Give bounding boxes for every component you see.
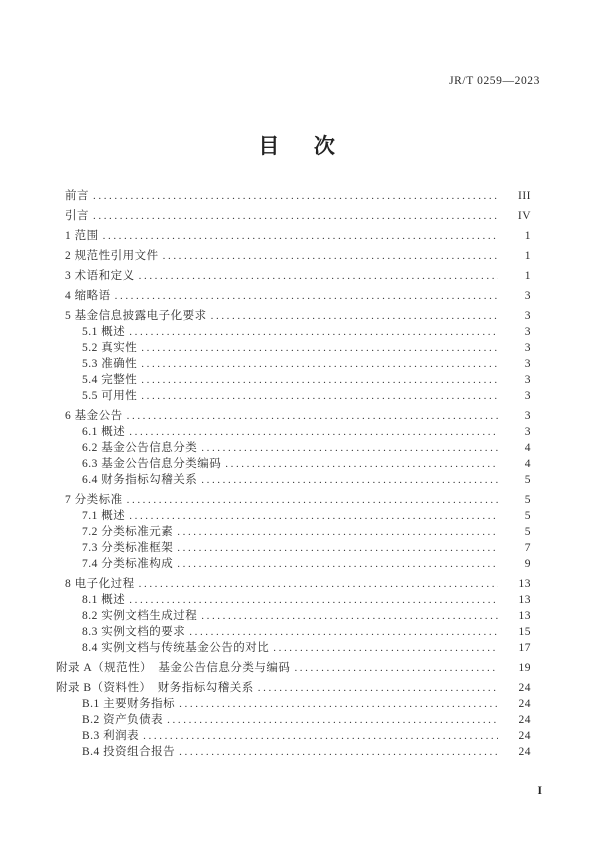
toc-entry bbox=[82, 592, 531, 608]
toc-entry-label: B.3 利润表 bbox=[82, 730, 140, 742]
toc-entry-page: 24 bbox=[518, 698, 531, 710]
toc-dot-leader bbox=[201, 608, 498, 624]
toc-entry-label: 1 范围 bbox=[65, 230, 99, 242]
toc-dot-leader bbox=[141, 388, 498, 404]
toc-entry bbox=[82, 508, 531, 524]
toc-entry-page: 4 bbox=[524, 442, 531, 454]
toc-entry-page: 13 bbox=[518, 578, 531, 590]
toc-entry bbox=[65, 288, 531, 304]
toc-entry-page: 3 bbox=[524, 342, 531, 354]
toc-dot-leader bbox=[115, 288, 498, 304]
toc-entry bbox=[82, 340, 531, 356]
toc-entry-label: 8.3 实例文档的要求 bbox=[82, 626, 186, 638]
toc-entry-page: 3 bbox=[524, 426, 531, 438]
toc-entry-label: 附录 A（规范性） 基金公告信息分类与编码 bbox=[56, 662, 291, 674]
toc-entry-page: 4 bbox=[524, 458, 531, 470]
toc-entry-label: 4 缩略语 bbox=[65, 290, 111, 302]
toc-entry-page: 3 bbox=[524, 310, 531, 322]
toc-entry-label: 7.1 概述 bbox=[82, 510, 126, 522]
toc-entry-label: 6.4 财务指标勾稽关系 bbox=[82, 474, 198, 486]
toc-dot-leader bbox=[127, 492, 498, 508]
toc-entry bbox=[82, 540, 531, 556]
toc-entry-page: 3 bbox=[524, 326, 531, 338]
toc-entry-label: 5.1 概述 bbox=[82, 326, 126, 338]
toc-entry bbox=[65, 308, 531, 324]
toc-entry-page: 3 bbox=[524, 374, 531, 386]
toc-dot-leader bbox=[129, 324, 498, 340]
toc-entry-page: 3 bbox=[524, 410, 531, 422]
toc-entry bbox=[65, 228, 531, 244]
toc-dot-leader bbox=[167, 712, 498, 728]
toc-dot-leader bbox=[129, 424, 498, 440]
toc-entry-label: B.4 投资组合报告 bbox=[82, 746, 176, 758]
toc-entry-label: 7 分类标准 bbox=[65, 494, 123, 506]
toc-dot-leader bbox=[294, 660, 498, 676]
toc-entry bbox=[65, 208, 531, 224]
toc-entry-page: 24 bbox=[518, 682, 531, 694]
toc-entry bbox=[82, 372, 531, 388]
toc-entry bbox=[82, 472, 531, 488]
toc-entry bbox=[82, 624, 531, 640]
toc-entry-page: 17 bbox=[518, 642, 531, 654]
toc-entry bbox=[65, 268, 531, 284]
toc-entry-page: 24 bbox=[518, 714, 531, 726]
toc-dot-leader bbox=[177, 540, 498, 556]
toc-dot-leader bbox=[129, 592, 498, 608]
toc-entry-page: 13 bbox=[518, 610, 531, 622]
toc-dot-leader bbox=[141, 340, 498, 356]
page-title: 目 次 bbox=[258, 134, 342, 158]
toc-entry-page: 15 bbox=[518, 626, 531, 638]
toc-entry-label: 8.2 实例文档生成过程 bbox=[82, 610, 198, 622]
toc-entry-page: 5 bbox=[524, 510, 531, 522]
toc-dot-leader bbox=[211, 308, 498, 324]
toc-entry-label: 5 基金信息披露电子化要求 bbox=[65, 310, 207, 322]
toc-dot-leader bbox=[141, 372, 498, 388]
toc-entry-label: 引言 bbox=[65, 210, 89, 222]
toc-dot-leader bbox=[201, 472, 498, 488]
toc-entry-page: 5 bbox=[524, 474, 531, 486]
toc-list bbox=[56, 184, 531, 760]
toc-entry-page: 24 bbox=[518, 730, 531, 742]
toc-dot-leader bbox=[163, 248, 498, 264]
toc-entry bbox=[82, 388, 531, 404]
toc-entry bbox=[82, 440, 531, 456]
toc-entry bbox=[82, 324, 531, 340]
toc-entry-label: 前言 bbox=[65, 190, 89, 202]
toc-dot-leader bbox=[258, 680, 498, 696]
standard-code: JR/T 0259—2023 bbox=[449, 75, 540, 87]
toc-entry-page: 3 bbox=[524, 390, 531, 402]
toc-entry-page: 24 bbox=[518, 746, 531, 758]
toc-entry-label: 5.4 完整性 bbox=[82, 374, 138, 386]
toc-dot-leader bbox=[179, 744, 498, 760]
toc-entry-page: 3 bbox=[524, 358, 531, 370]
toc-entry-label: 6 基金公告 bbox=[65, 410, 123, 422]
toc-entry bbox=[65, 576, 531, 592]
toc-entry bbox=[82, 608, 531, 624]
toc-entry-label: 2 规范性引用文件 bbox=[65, 250, 159, 262]
toc-entry-label: 8 电子化过程 bbox=[65, 578, 135, 590]
toc-dot-leader bbox=[201, 440, 498, 456]
folio-page-number: I bbox=[537, 785, 542, 797]
toc-entry bbox=[65, 492, 531, 508]
toc-entry bbox=[82, 556, 531, 572]
toc-entry bbox=[65, 188, 531, 204]
toc-entry-page: 13 bbox=[518, 594, 531, 606]
toc-dot-leader bbox=[129, 508, 498, 524]
toc-entry bbox=[82, 356, 531, 372]
toc-entry-label: 附录 B（资料性） 财务指标勾稽关系 bbox=[56, 682, 254, 694]
toc-entry-page: III bbox=[518, 190, 531, 202]
toc-entry-label: 5.3 准确性 bbox=[82, 358, 138, 370]
toc-entry-page: IV bbox=[517, 210, 531, 222]
toc-entry bbox=[82, 696, 531, 712]
toc-dot-leader bbox=[179, 696, 498, 712]
toc-entry-label: 5.2 真实性 bbox=[82, 342, 138, 354]
toc-entry-label: 8.4 实例文档与传统基金公告的对比 bbox=[82, 642, 270, 654]
toc-dot-leader bbox=[103, 228, 498, 244]
toc-entry-page: 9 bbox=[524, 558, 531, 570]
toc-entry bbox=[82, 728, 531, 744]
toc-entry-page: 5 bbox=[524, 526, 531, 538]
toc-entry-page: 1 bbox=[524, 230, 531, 242]
toc-dot-leader bbox=[127, 408, 498, 424]
toc-entry-label: 7.4 分类标准构成 bbox=[82, 558, 174, 570]
toc-entry bbox=[82, 640, 531, 656]
toc-dot-leader bbox=[177, 524, 498, 540]
toc-entry-label: 6.2 基金公告信息分类 bbox=[82, 442, 198, 454]
toc-entry-page: 5 bbox=[524, 494, 531, 506]
toc-entry-page: 7 bbox=[524, 542, 531, 554]
toc-entry-label: B.2 资产负债表 bbox=[82, 714, 164, 726]
toc-entry-label: 7.2 分类标准元素 bbox=[82, 526, 174, 538]
toc-dot-leader bbox=[143, 728, 498, 744]
toc-entry bbox=[56, 680, 531, 696]
toc-entry bbox=[82, 712, 531, 728]
toc-dot-leader bbox=[141, 356, 498, 372]
toc-entry-label: 3 术语和定义 bbox=[65, 270, 135, 282]
toc-entry-page: 19 bbox=[518, 662, 531, 674]
toc-dot-leader bbox=[93, 208, 498, 224]
toc-entry bbox=[56, 660, 531, 676]
toc-entry-page: 3 bbox=[524, 290, 531, 302]
toc-entry bbox=[82, 524, 531, 540]
toc-entry bbox=[65, 248, 531, 264]
toc-dot-leader bbox=[273, 640, 498, 656]
toc-entry-label: 5.5 可用性 bbox=[82, 390, 138, 402]
toc-entry-label: 6.1 概述 bbox=[82, 426, 126, 438]
toc-dot-leader bbox=[139, 268, 498, 284]
toc-entry-page: 1 bbox=[524, 270, 531, 282]
toc-entry-label: 7.3 分类标准框架 bbox=[82, 542, 174, 554]
toc-entry-label: B.1 主要财务指标 bbox=[82, 698, 176, 710]
toc-entry bbox=[65, 408, 531, 424]
toc-entry-label: 6.3 基金公告信息分类编码 bbox=[82, 458, 222, 470]
toc-dot-leader bbox=[189, 624, 498, 640]
toc-dot-leader bbox=[139, 576, 498, 592]
toc-dot-leader bbox=[225, 456, 498, 472]
toc-entry-page: 1 bbox=[524, 250, 531, 262]
toc-entry-label: 8.1 概述 bbox=[82, 594, 126, 606]
toc-dot-leader bbox=[93, 188, 498, 204]
toc-dot-leader bbox=[177, 556, 498, 572]
toc-entry bbox=[82, 424, 531, 440]
toc-entry bbox=[82, 456, 531, 472]
toc-entry bbox=[82, 744, 531, 760]
